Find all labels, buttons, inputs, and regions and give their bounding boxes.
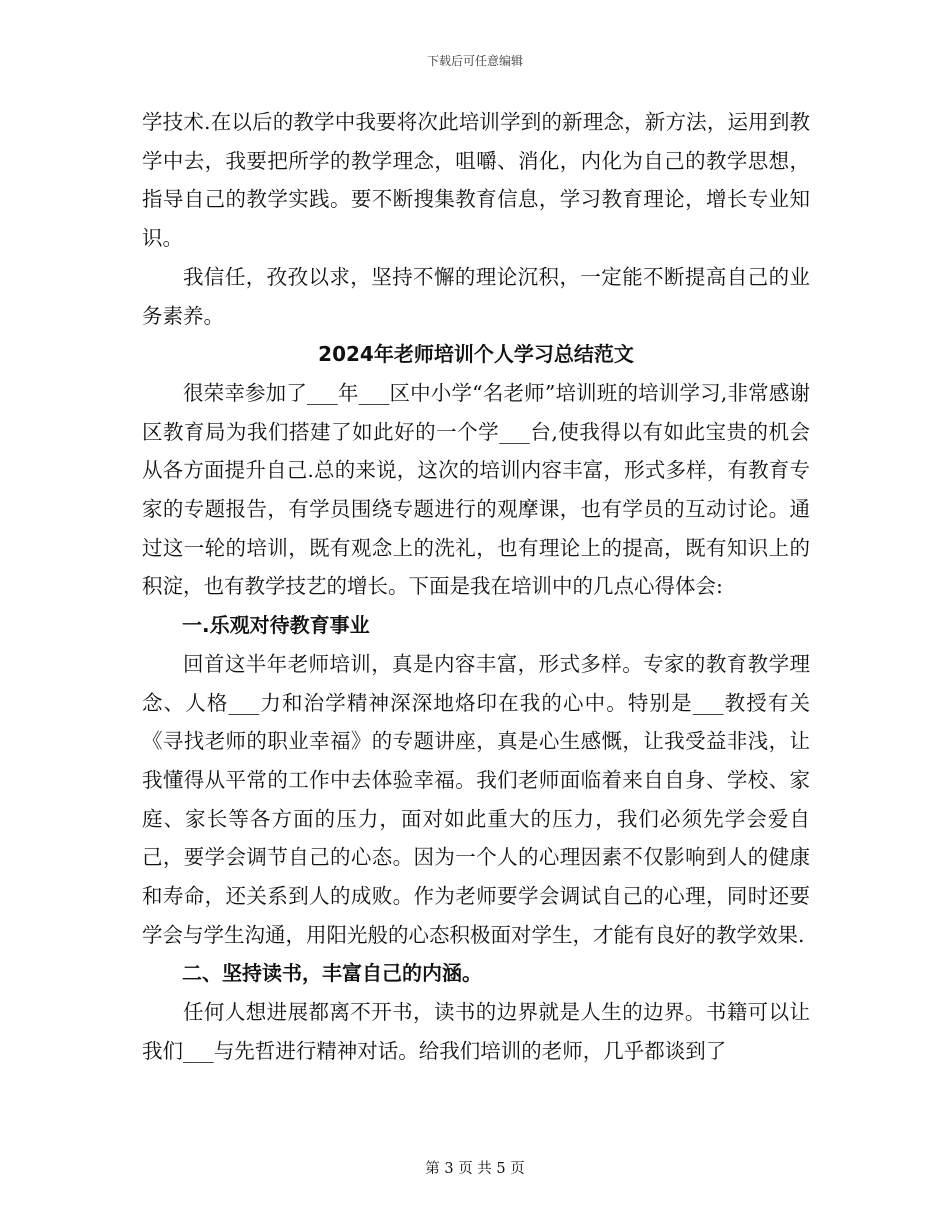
section-heading-1: 一.乐观对待教育事业: [182, 613, 370, 638]
paragraph-section-2: 任何人想进展都离不开书，读书的边界就是人生的边界。书籍可以让我们___与先哲进行精神对话。给我们培训的老师，几乎都谈到了: [142, 1000, 810, 1063]
paragraph-section-1: 回首这半年老师培训，真是内容丰富，形式多样。专家的教育教学理念、人格___力和治学精神深深地烙印在我的心中。特别是___教授有关《寻找老师的职业幸福》的专题讲座，真是心生感慨，让我受益非浅，让我懂得从平常的工作中去体验幸福。我们老师面临着来自自身、学校、家庭、家长等各方面的压力，面对如此重大的压力，我们必须先学会爱自己，要学会调节自己的心态。因为一个人的心理因素不仅影响到人的健康和寿命，还关系到人的成败。作为老师要学会调试自己的心理，同时还要学会与学生沟通，用阳光般的心态积极面对学生，才能有良好的教学效果.: [142, 651, 810, 947]
paragraph-continued: 学技术.在以后的教学中我要将次此培训学到的新理念，新方法，运用到教学中去，我要把所学的教学理念，咀嚼、消化，内化为自己的教学思想，指导自己的教学实践。要不断搜集教育信息，学习教育理论，增长专业知识。: [142, 110, 810, 251]
page-number-footer: 第 3 页 共 5 页: [425, 1161, 525, 1177]
page-header-note: 下载后可任意编辑: [426, 54, 523, 68]
article-title: 2024年老师培训个人学习总结范文: [318, 342, 634, 367]
section-heading-2: 二、坚持读书，丰富自己的内涵。: [182, 961, 482, 986]
paragraph-belief: 我信任，孜孜以求，坚持不懈的理论沉积，一定能不断提高自己的业务素养。: [142, 264, 810, 328]
document-body: [142, 103, 810, 1071]
paragraph-intro: 很荣幸参加了___年___区中小学“名老师”培训班的培训学习,非常感谢区教育局为我们搭建了如此好的一个学___台,使我得以有如此宝贵的机会从各方面提升自己.总的来说，这次的培训内容丰富，形式多样，有教育专家的专题报告，有学员围绕专题进行的观摩课，也有学员的互动讨论。通过这一轮的培训，既有观念上的洗礼，也有理论上的提高，既有知识上的积淀，也有教学技艺的增长。下面是我在培训中的几点心得体会:: [142, 380, 810, 599]
